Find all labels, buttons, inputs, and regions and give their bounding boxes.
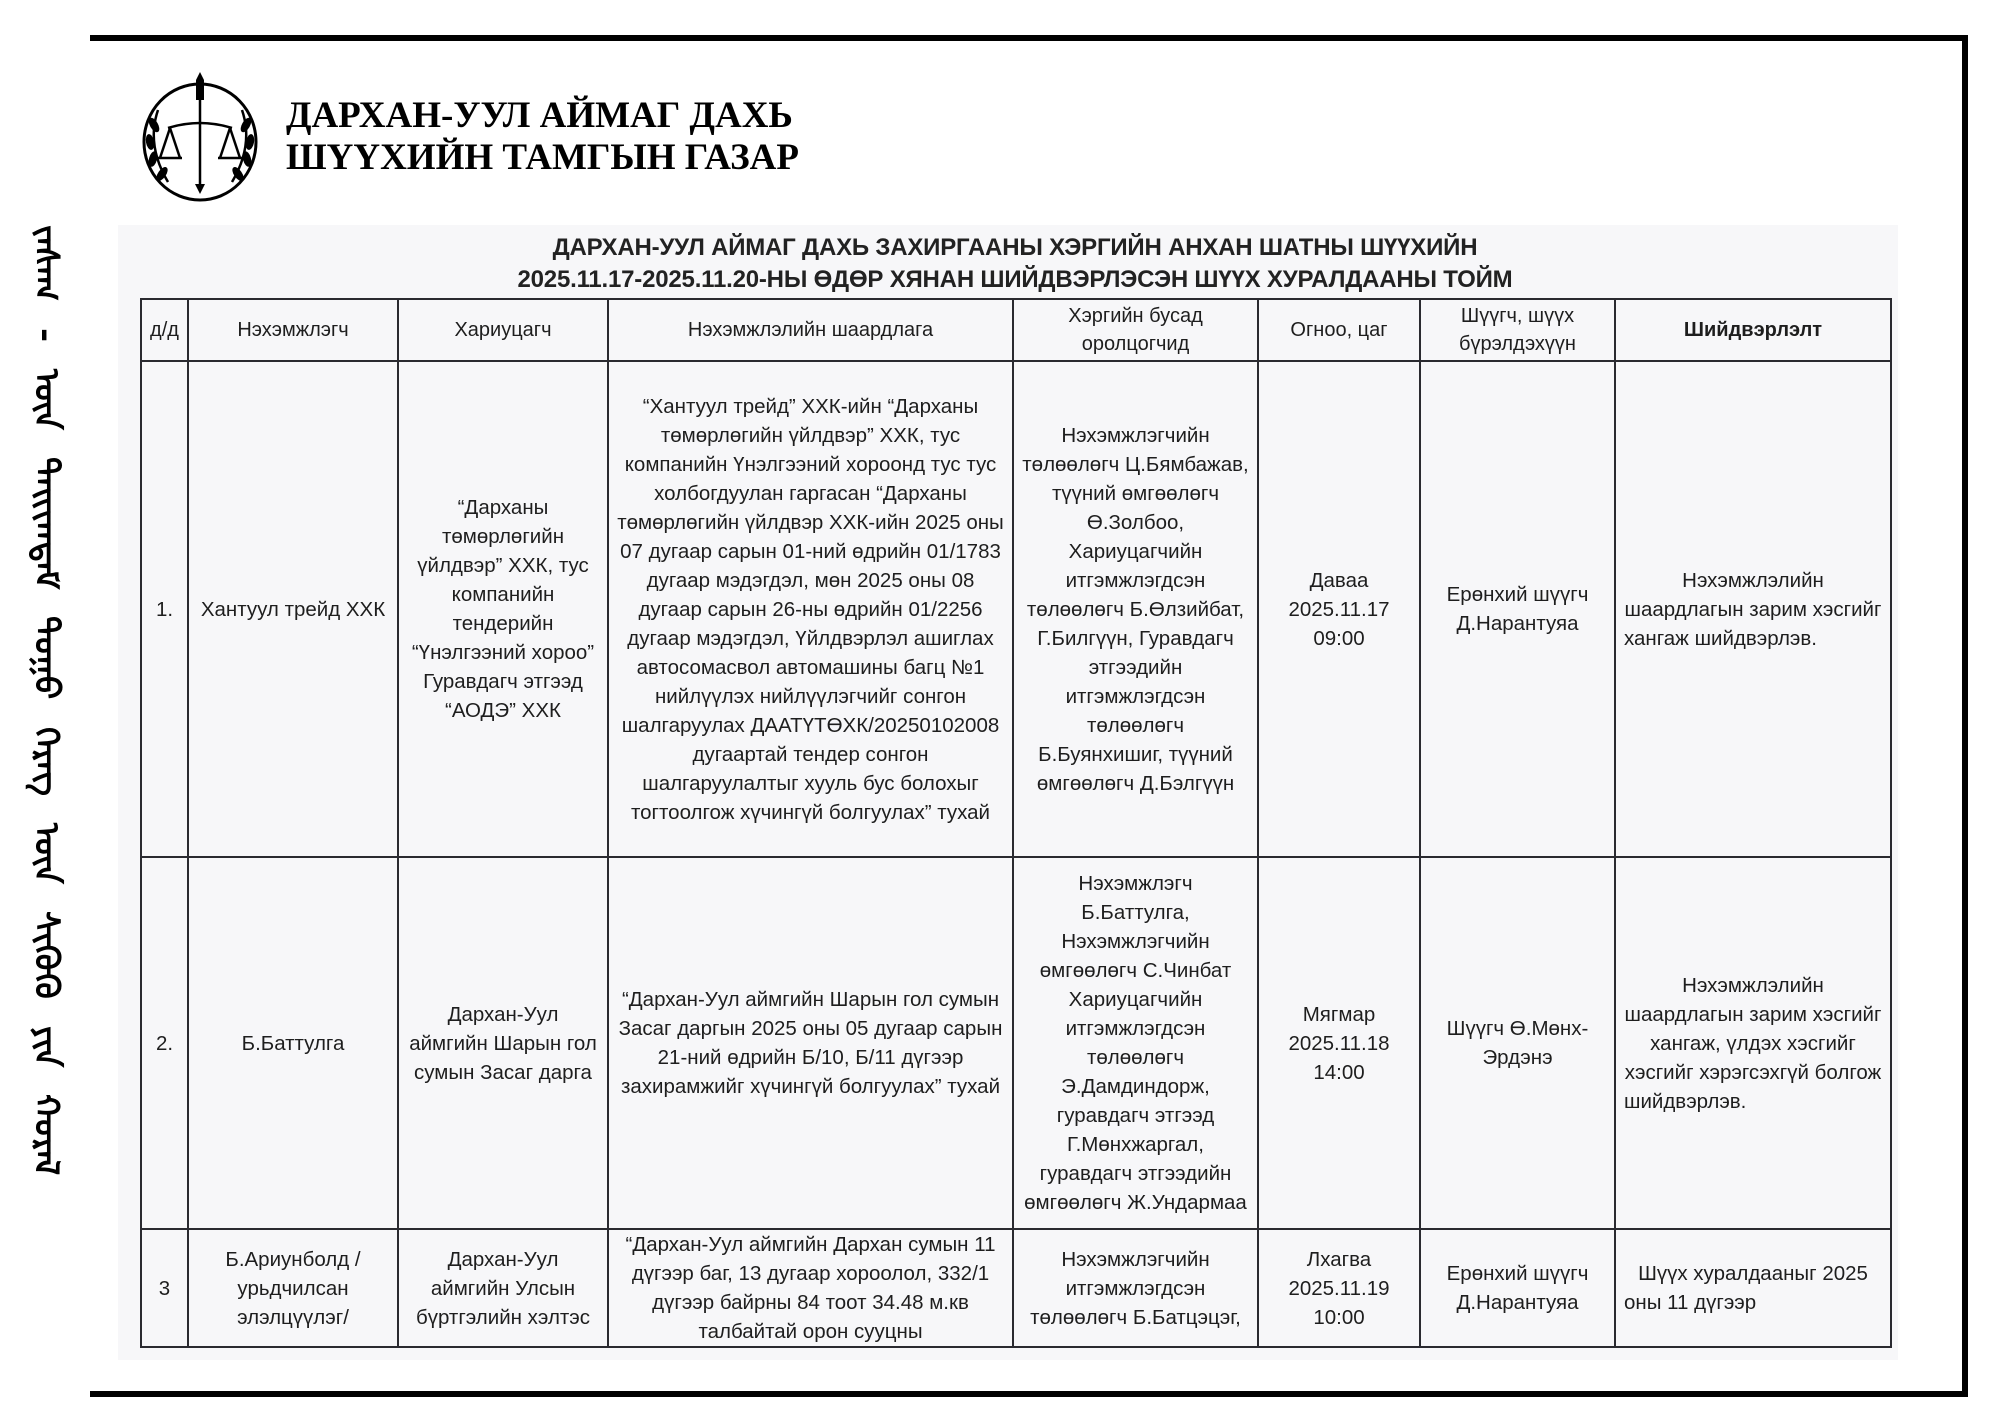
script-word: ᠶᠢᠨ — [26, 1025, 66, 1067]
cell-datetime — [1258, 1229, 1420, 1347]
cell-participants: Нэхэмжлэгч Б.Баттулга, Нэхэмжлэгчийн өмгөөлөгч С.Чинбат Хариуцагчийн итгэмжлэгдсэн төлөөлөгч Э.Дамдиндорж, гуравдагч этгээд Г.Мөнхжаргал, гуравдагч этгээдийн өмгөөлөгч Ж.Ундармаа — [1013, 857, 1258, 1229]
org-name-line-2: ШҮҮХИЙН ТАМГЫН ГАЗАР — [286, 137, 799, 178]
col-header-datetime: Огноо, цаг — [1258, 299, 1420, 361]
col-header-number: д/д — [141, 299, 188, 361]
script-word: ᠦᠨ — [26, 369, 66, 431]
cell-defendant: “Дарханы төмөрлөгийн үйлдвэр” ХХК, тус компанийн тендерийн “Үнэлгээний хороо” Гуравдагч этгээд “АОДЭ” ХХК — [398, 361, 608, 857]
script-word: - — [26, 328, 66, 343]
hearing-date: 2025.11.19 — [1288, 1276, 1390, 1300]
cell-judge: Ерөнхий шүүгч Д.Нарантуяа — [1420, 361, 1615, 857]
col-header-participants: Хэргийн бусад оролцогчид — [1013, 299, 1258, 361]
cell-plaintiff: Б.Баттулга — [188, 857, 398, 1229]
cell-number: 2. — [141, 857, 188, 1229]
cell-judge: Ерөнхий шүүгч Д.Нарантуяа — [1420, 1229, 1615, 1347]
cell-decision: Нэхэмжлэлийн шаардлагын зарим хэсгийг хангаж шийдвэрлэв. — [1615, 361, 1891, 857]
cell-plaintiff: Хантуул трейд ХХК — [188, 361, 398, 857]
cell-number: 1. — [141, 361, 188, 857]
hearing-day: Лхагва — [1306, 1247, 1372, 1271]
cell-participants: Нэхэмжлэгчийн итгэмжлэгдсэн төлөөлөгч Б.Батцэцэг, — [1013, 1229, 1258, 1347]
hearing-day: Мягмар — [1302, 1002, 1376, 1026]
document-title — [140, 232, 1890, 296]
cell-decision: Нэхэмжлэлийн шаардлагын зарим хэсгийг хангаж, үлдэх хэсгийг хэсгийг хэрэгсэхгүй болгож шийдвэрлэв. — [1615, 857, 1891, 1229]
cell-claim: “Дархан-Уул аймгийн Дархан сумын 11 дүгээр баг, 13 дугаар хороолол, 332/1 дүгээр байрны 84 тоот 34.48 м.кв талбайтай орон сууцны — [608, 1229, 1013, 1347]
col-header-claim: Нэхэмжлэлийн шаардлага — [608, 299, 1013, 361]
cell-datetime — [1258, 361, 1420, 857]
cell-judge: Шүүгч Ө.Мөнх-Эрдэнэ — [1420, 857, 1615, 1229]
org-name-line-1: ДАРХАН-УУЛ АЙМАГ ДАХЬ — [286, 95, 793, 136]
script-word: ᠦᠨ — [26, 822, 66, 884]
cell-participants: Нэхэмжлэгчийн төлөөлөгч Ц.Бямбажав, түүний өмгөөлөгч Ө.Золбоо, Хариуцагчийн итгэмжлэгдсэн төлөөлөгч Б.Өлзийбат, Г.Билгүүн, Гуравдагч этгээдийн итгэмжлэгдсэн төлөөлөгч Б.Буянхишиг, түүний өмгөөлөгч Д.Бэлгүүн — [1013, 361, 1258, 857]
cell-decision: Шүүх хуралдааныг 2025 оны 11 дүгээр — [1615, 1229, 1891, 1347]
script-word: ᠲᠠᠢᠢᠭᠳᠠᠮ — [26, 457, 66, 590]
hearing-date: 2025.11.18 — [1288, 1031, 1390, 1055]
cell-plaintiff: Б.Ариунболд /урьдчилсан элэлцүүлэг/ — [188, 1229, 398, 1347]
hearing-time: 14:00 — [1313, 1060, 1365, 1084]
cell-number: 3 — [141, 1229, 188, 1347]
vertical-mongolian-text — [26, 225, 66, 1175]
col-header-decision: Шийдвэрлэлт — [1615, 299, 1891, 361]
hearing-time: 10:00 — [1313, 1305, 1365, 1329]
col-header-plaintiff: Нэхэмжлэгч — [188, 299, 398, 361]
title-line-1: ДАРХАН-УУЛ АЙМАГ ДАХЬ ЗАХИРГААНЫ ХЭРГИЙН АНХАН ШАТНЫ ШҮҮХИЙН — [552, 234, 1478, 261]
script-word: ᠬᠤᠷᠠᠯ — [26, 1093, 66, 1175]
mongolian-script-margin — [0, 0, 90, 1414]
col-header-judge: Шүүгч, шүүх бүрэлдэхүүн — [1420, 299, 1615, 361]
table-row — [141, 1229, 1891, 1347]
court-hearings-table — [140, 298, 1892, 1348]
cell-datetime — [1258, 857, 1420, 1229]
script-word: ᠰᠢᠭᠦᠬᠦ — [26, 910, 66, 999]
table-row — [141, 361, 1891, 857]
hearing-day: Даваа — [1309, 568, 1369, 592]
cell-claim: “Дархан-Уул аймгийн Шарын гол сумын Засаг даргын 2025 оны 05 дугаар сарын 21-ний өдрийн Б/10, Б/11 дүгээр захирамжийг хүчингүй болгуулах” тухай — [608, 857, 1013, 1229]
cell-defendant: Дархан-Уул аймгийн Шарын гол сумын Засаг дарга — [398, 857, 608, 1229]
script-word: ᠵᠠᠰᠠᠭ — [26, 225, 66, 301]
table-row — [141, 857, 1891, 1229]
title-line-2: 2025.11.17-2025.11.20-НЫ ӨДӨР ХЯНАН ШИЙДВЭРЛЭСЭН ШҮҮХ ХУРАЛДААНЫ ТОЙМ — [517, 266, 1513, 293]
col-header-defendant: Хариуцагч — [398, 299, 608, 361]
table-header-row — [141, 299, 1891, 361]
cell-claim: “Хантуул трейд” ХХК-ийн “Дарханы төмөрлөгийн үйлдвэр” ХХК, тус компанийн Үнэлгээний хороонд тус тус холбогдуулан гаргасан “Дарханы төмөрлөгийн үйлдвэр ХХК-ийн 2025 оны 07 дугаар сарын 01-ний өдрийн 01/1783 дугаар мэдэгдэл, мөн 2025 оны 08 дугаар сарын 26-ны өдрийн 01/2256 дугаар мэдэгдэл, Үйлдвэрлэл ашиглах автосомасвол автомашины багц №1 нийлүүлэх нийлүүлэгчийг сонгон шалгаруулах ДААТҮТӨХК/20250102008 дугаартай тендер сонгон шалгаруулалтыг хууль бус болохыг тогтоолгож хүчингүй болгуулах” тухай — [608, 361, 1013, 857]
script-word: ᠳᠤᠭᠤ — [26, 616, 66, 700]
hearing-date: 2025.11.17 — [1288, 597, 1390, 621]
court-emblem-scales-icon — [138, 70, 262, 204]
org-header — [138, 70, 799, 204]
script-word: ᠬᠡᠷᠡᠭ — [26, 726, 66, 796]
organization-name — [286, 95, 799, 179]
cell-defendant: Дархан-Уул аймгийн Улсын бүртгэлийн хэлтэс — [398, 1229, 608, 1347]
hearing-time: 09:00 — [1313, 626, 1365, 650]
